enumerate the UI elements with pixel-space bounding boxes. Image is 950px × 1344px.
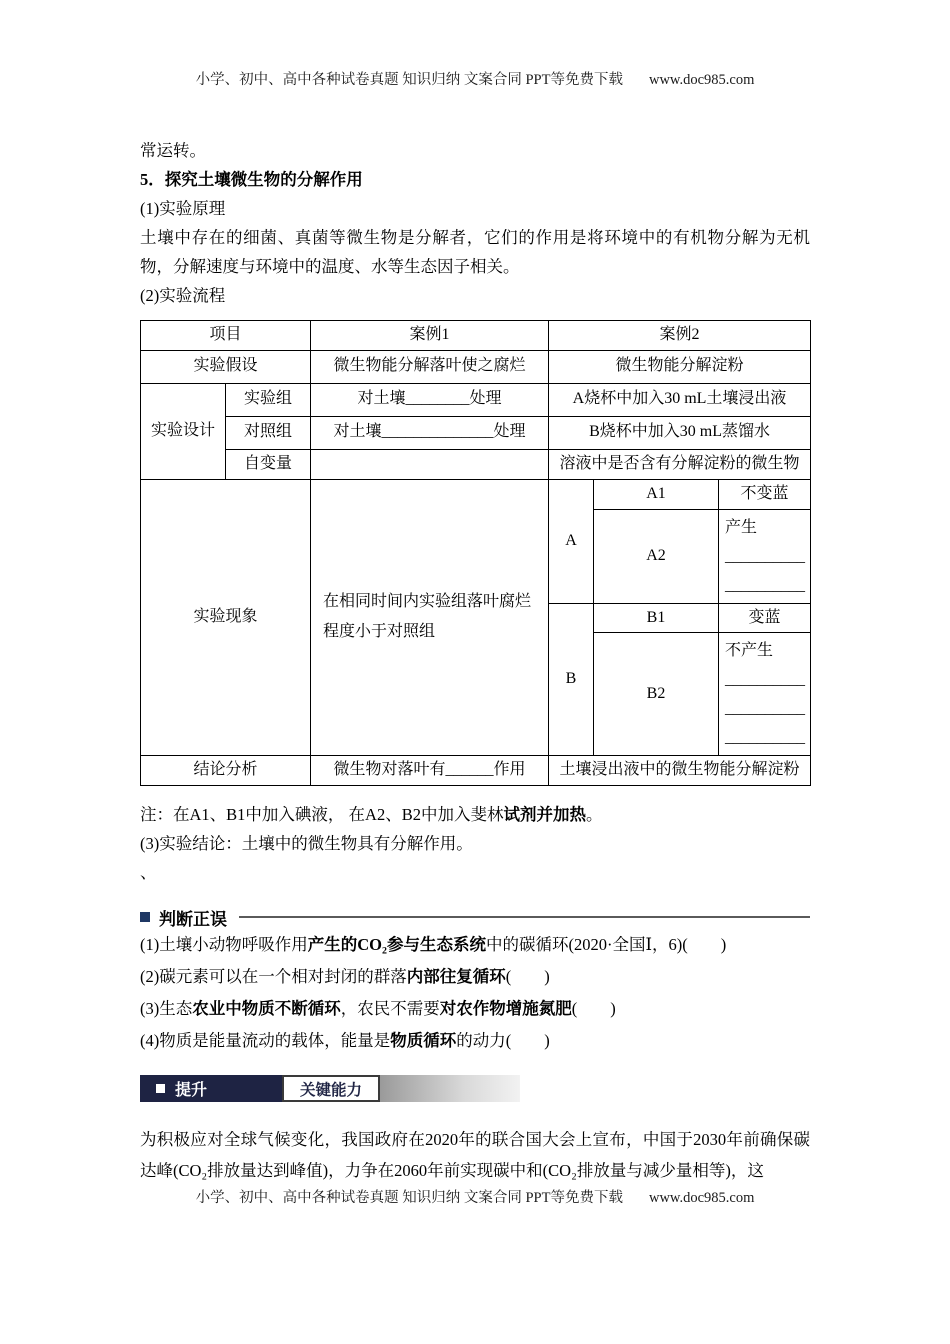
experiment-table bbox=[140, 320, 811, 786]
cell-ctrl-group-case1: 对土壤______________处理 bbox=[311, 416, 549, 449]
cell-result-b1: 变蓝 bbox=[719, 603, 811, 633]
cell-variable-label: 自变量 bbox=[226, 449, 311, 479]
cell-variable-case2: 溶液中是否含有分解淀粉的微生物 bbox=[549, 449, 811, 479]
cell-group-b: B bbox=[549, 603, 594, 756]
judge-item-3: (3)生态农业中物质不断循环，农民不需要对农作物增施氮肥( ) bbox=[140, 999, 616, 1019]
footer-text: 小学、初中、高中各种试卷真题 知识归纳 文案合同 PPT等免费下载 bbox=[195, 1190, 623, 1206]
conclusion-line: (3)实验结论：土壤中的微生物具有分解作用。 bbox=[140, 834, 473, 854]
cell-exp-group-label: 实验组 bbox=[226, 383, 311, 416]
cell-group-a: A bbox=[549, 479, 594, 603]
square-bullet-icon bbox=[156, 1084, 165, 1093]
judge-item-1: (1)土壤小动物呼吸作用产生的CO₂参与生态系统中的碳循环(2020·全国Ⅰ，6)( ) bbox=[140, 935, 727, 955]
cell-ctrl-group-label: 对照组 bbox=[226, 416, 311, 449]
paragraph-tail: 常运转。 bbox=[140, 141, 206, 160]
result-b2-text: 不产生 bbox=[725, 642, 774, 660]
cell-conclusion-case2: 土壤浸出液中的微生物能分解淀粉 bbox=[549, 756, 811, 786]
answer-blank: __________ bbox=[725, 671, 806, 689]
stray-mark: 、 bbox=[140, 863, 157, 883]
cell-hypothesis-label: 实验假设 bbox=[141, 350, 311, 383]
judge-section-header bbox=[140, 905, 810, 929]
answer-blank: __________ bbox=[725, 576, 806, 594]
cell-case1-header: 案例1 bbox=[311, 321, 549, 351]
answer-blank: __________ bbox=[725, 729, 806, 747]
cell-tube-b1: B1 bbox=[594, 603, 719, 633]
section-title: 5．探究土壤微生物的分解作用 bbox=[140, 170, 363, 189]
judge-item-2: (2)碳元素可以在一个相对封闭的群落内部往复循环( ) bbox=[140, 967, 550, 987]
cell-ctrl-group-case2: B烧杯中加入30 mL蒸馏水 bbox=[549, 416, 811, 449]
cell-phenomenon-case1: 在相同时间内实验组落叶腐烂程度小于对照组 bbox=[311, 479, 549, 756]
boost-section-header bbox=[140, 1075, 520, 1102]
boost-sublabel: 关键能力 bbox=[299, 1081, 362, 1099]
cell-case2-header: 案例2 bbox=[549, 321, 811, 351]
principle-label: (1)实验原理 bbox=[140, 199, 226, 218]
square-bullet-icon bbox=[140, 912, 150, 922]
cell-conclusion-case1: 微生物对落叶有______作用 bbox=[311, 756, 549, 786]
cell-result-b2 bbox=[719, 633, 811, 756]
cell-tube-a2: A2 bbox=[594, 509, 719, 603]
judge-item-4: (4)物质是能量流动的载体，能量是物质循环的动力( ) bbox=[140, 1031, 550, 1051]
principle-text: 土壤中存在的细菌、真菌等微生物是分解者，它们的作用是将环境中的有机物分解为无机物，分解速度与环境中的温度、水等生态因子相关。 bbox=[140, 228, 810, 276]
cell-variable-case1 bbox=[311, 449, 549, 479]
answer-blank: __________ bbox=[725, 700, 806, 718]
cell-hypothesis-case1: 微生物能分解落叶使之腐烂 bbox=[311, 350, 549, 383]
boost-sublabel-box bbox=[282, 1075, 380, 1102]
judge-title: 判断正误 bbox=[159, 909, 227, 929]
cell-phenomenon-label: 实验现象 bbox=[141, 479, 311, 756]
result-a2-text: 产生 bbox=[725, 518, 758, 536]
page-footer bbox=[0, 1186, 950, 1207]
closing-paragraph: 为积极应对全球气候变化，我国政府在2020年的联合国大会上宣布，中国于2030年前确保碳达峰(CO₂排放量达到峰值)，力争在2060年前实现碳中和(CO₂排放量与减少量相等)，这 bbox=[140, 1130, 810, 1181]
boost-label-box bbox=[140, 1075, 282, 1102]
divider-line bbox=[239, 916, 810, 918]
cell-tube-b2: B2 bbox=[594, 633, 719, 756]
document-content bbox=[140, 136, 810, 1186]
boost-label: 提升 bbox=[175, 1082, 208, 1100]
cell-project-header: 项目 bbox=[141, 321, 311, 351]
boost-gradient-bar bbox=[380, 1075, 520, 1102]
flow-label: (2)实验流程 bbox=[140, 286, 226, 305]
header-site-link[interactable]: www.doc985.com bbox=[648, 72, 755, 88]
answer-blank: __________ bbox=[725, 547, 806, 565]
cell-exp-group-case1: 对土壤________处理 bbox=[311, 383, 549, 416]
cell-tube-a1: A1 bbox=[594, 479, 719, 509]
cell-hypothesis-case2: 微生物能分解淀粉 bbox=[549, 350, 811, 383]
cell-result-a1: 不变蓝 bbox=[719, 479, 811, 509]
header-text: 小学、初中、高中各种试卷真题 知识归纳 文案合同 PPT等免费下载 bbox=[195, 72, 623, 88]
note-line: 注：在A1、B1中加入碘液， 在A2、B2中加入斐林试剂并加热。 bbox=[140, 805, 603, 825]
page-header bbox=[0, 68, 950, 89]
cell-exp-group-case2: A烧杯中加入30 mL土壤浸出液 bbox=[549, 383, 811, 416]
footer-site-link[interactable]: www.doc985.com bbox=[648, 1190, 755, 1206]
cell-conclusion-label: 结论分析 bbox=[141, 756, 311, 786]
cell-result-a2 bbox=[719, 509, 811, 603]
cell-design-label: 实验设计 bbox=[141, 383, 226, 479]
